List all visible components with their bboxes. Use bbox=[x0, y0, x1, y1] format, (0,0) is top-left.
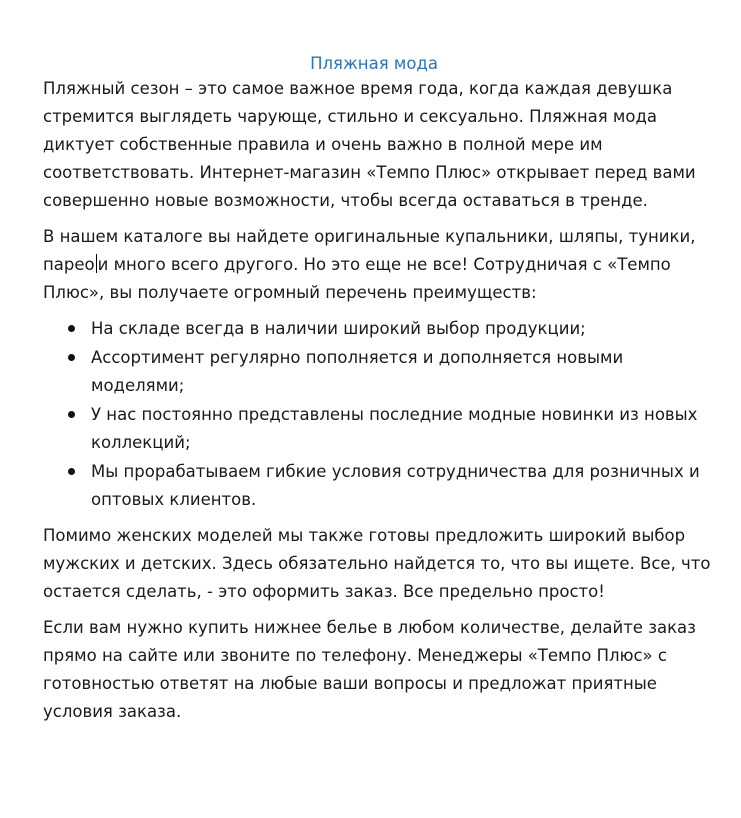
bullet-icon bbox=[68, 468, 75, 475]
list-item bbox=[43, 315, 711, 343]
list-item-text: На складе всегда в наличии широкий выбор продукции; bbox=[91, 319, 586, 338]
list-item bbox=[43, 344, 711, 400]
bullet-icon bbox=[68, 325, 75, 332]
paragraph-catalog bbox=[43, 223, 711, 307]
list-item-text: Ассортимент регулярно пополняется и дополняется новыми моделями; bbox=[91, 348, 624, 395]
advantages-list bbox=[43, 315, 711, 514]
paragraph-order: Если вам нужно купить нижнее белье в любом количестве, делайте заказ прямо на сайте или звоните по телефону. Менеджеры «Темпо Плюс» с готовностью ответят на любые ваши вопросы и предложат приятные условия заказа. bbox=[43, 618, 696, 721]
paragraph-intro: Пляжный сезон – это самое важное время года, когда каждая девушка стремится выглядеть чарующе, стильно и сексуально. Пляжная мода диктует собственные правила и очень важно в полной мере им соответствовать. Интернет-магазин «Темпо Плюс» открывает перед вами совершенно новые возможности, чтобы всегда оставаться в тренде. bbox=[43, 79, 696, 210]
bullet-icon bbox=[68, 354, 75, 361]
text-cursor bbox=[96, 254, 97, 273]
list-item-text: У нас постоянно представлены последние модные новинки из новых коллекций; bbox=[91, 405, 698, 452]
paragraph-assortment: Помимо женских моделей мы также готовы предложить широкий выбор мужских и детских. Здесь обязательно найдется то, что вы ищете. Все, что остается сделать, - это оформить заказ. Все предельно просто! bbox=[43, 526, 711, 601]
list-item bbox=[43, 458, 711, 514]
paragraph-catalog-part1: В нашем каталоге вы найдете оригинальные купальники, шляпы, туники, парео bbox=[43, 227, 696, 274]
bullet-icon bbox=[68, 411, 75, 418]
list-item bbox=[43, 401, 711, 457]
document-title: Пляжная мода bbox=[310, 54, 438, 73]
list-item-text: Мы прорабатываем гибкие условия сотрудничества для розничных и оптовых клиентов. bbox=[91, 462, 700, 509]
paragraph-catalog-part2: и много всего другого. Но это еще не все! Сотрудничая с «Темпо Плюс», вы получаете огромный перечень преимуществ: bbox=[43, 255, 671, 302]
